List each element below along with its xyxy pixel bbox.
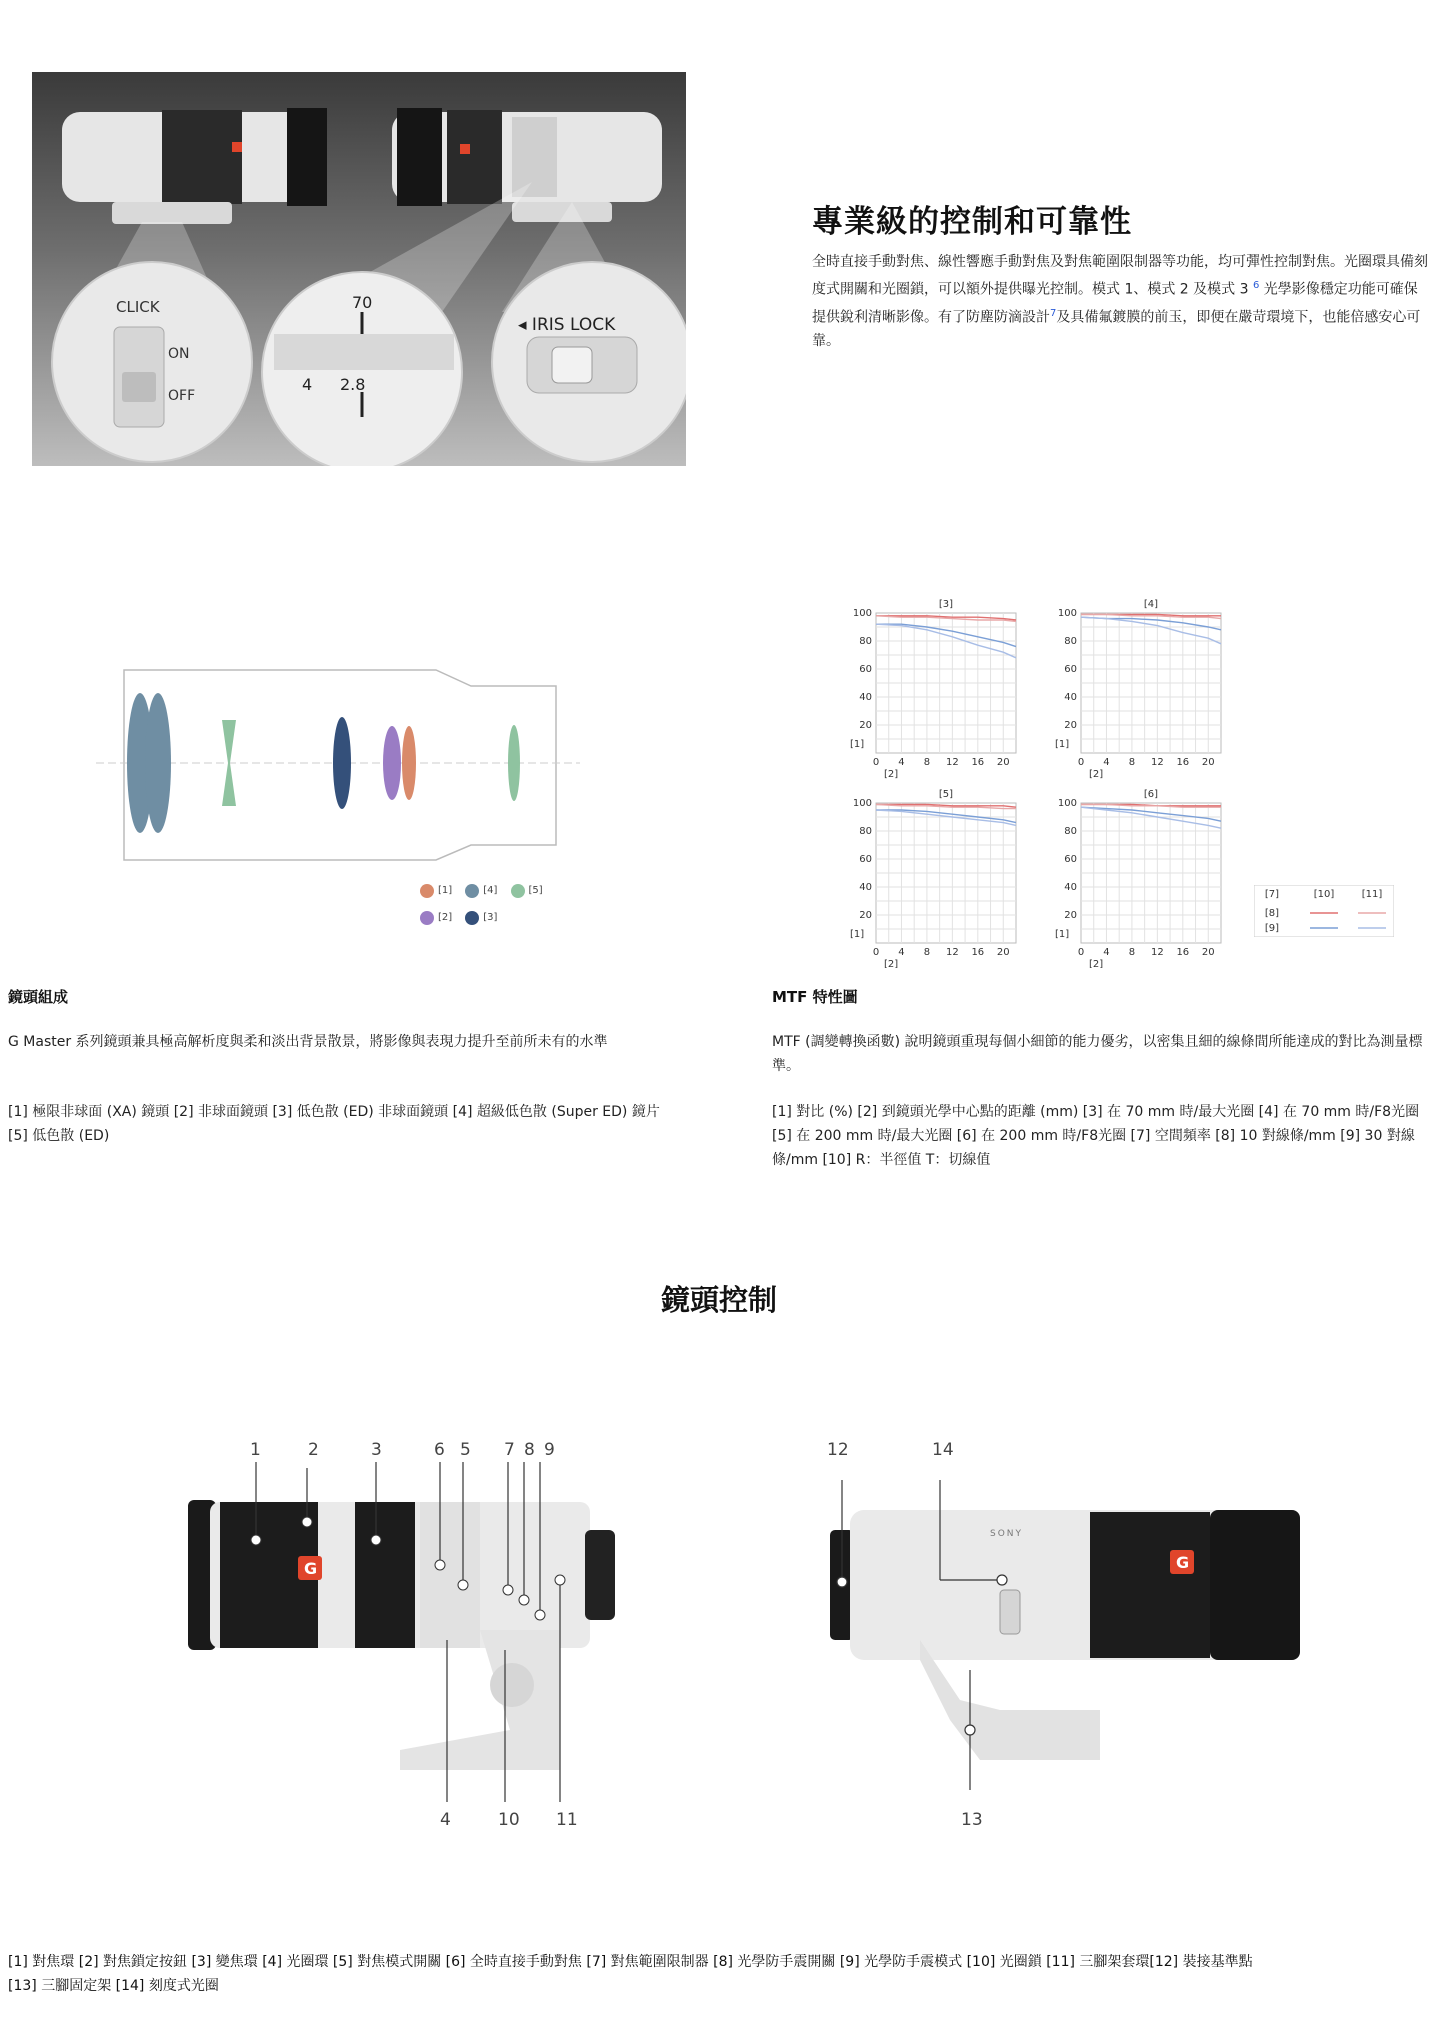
- lens-construction-legend-text: [1] 極限非球面 (XA) 鏡頭 [2] 非球面鏡頭 [3] 低色散 (ED) 非球面鏡頭 [4] 超級低色散 (Super ED) 鏡片 [5] 低色散 (ED): [8, 1104, 660, 1144]
- mtf-x-label: [2]: [884, 959, 899, 968]
- mtf-x-tick: 20: [996, 757, 1010, 768]
- mtf-title: MTF 特性圖: [772, 988, 858, 1006]
- mtf-y-tick: 40: [1064, 882, 1077, 893]
- mtf-chart-title: [3]: [938, 599, 954, 610]
- mtf-x-tick: 16: [1176, 947, 1190, 958]
- mtf-x-label: [2]: [884, 769, 899, 780]
- aperture-28-label: 2.8: [340, 375, 366, 394]
- mtf-y-tick: 20: [1064, 910, 1077, 921]
- mtf-chart-title: [4]: [1143, 599, 1159, 610]
- mtf-x-tick: 16: [971, 947, 985, 958]
- callout-1: 1: [250, 1440, 261, 1460]
- mtf-y-tick: 80: [1064, 826, 1077, 837]
- mtf-x-tick: 20: [996, 947, 1010, 958]
- mtf-x-tick: 4: [1103, 757, 1110, 768]
- mtf-x-tick: 16: [1176, 757, 1190, 768]
- legend-swatch-5: [511, 884, 525, 898]
- legend-swatch-1: [420, 884, 434, 898]
- lens-controls-left-diagram: [180, 1430, 680, 1830]
- mtf-x-tick: 0: [872, 947, 880, 958]
- callout-13: 13: [961, 1810, 983, 1830]
- callout-2: 2: [308, 1440, 319, 1460]
- callout-7: 7: [504, 1440, 515, 1460]
- mtf-x-tick: 0: [1077, 947, 1085, 958]
- mtf-x-tick: 12: [945, 757, 959, 768]
- callout-3: 3: [371, 1440, 382, 1460]
- mtf-x-tick: 16: [971, 757, 985, 768]
- focal-label: 70: [352, 293, 373, 312]
- controls-legend-line-2: [13] 三腳固定架 [14] 刻度式光圈: [8, 1978, 219, 1994]
- mtf-key-header: [7]: [1264, 889, 1280, 900]
- on-label: ON: [168, 346, 190, 362]
- mtf-x-tick: 0: [1077, 757, 1085, 768]
- mtf-x-tick: 8: [923, 947, 931, 958]
- aperture-4-label: 4: [302, 375, 313, 394]
- lens-controls-title: 鏡頭控制: [660, 1283, 777, 1317]
- iris-lock-label: ◂ IRIS LOCK: [518, 315, 616, 335]
- mtf-y-label: [1]: [1055, 929, 1070, 940]
- mtf-x-tick: 4: [1103, 947, 1110, 958]
- mtf-y-tick: 20: [859, 720, 872, 731]
- mtf-x-tick: 8: [1128, 757, 1136, 768]
- mtf-key-row-label: [8]: [1264, 908, 1280, 919]
- mtf-y-tick: 40: [859, 882, 872, 893]
- legend-swatch-4: [465, 884, 479, 898]
- callout-14: 14: [932, 1440, 954, 1460]
- mtf-y-label: [1]: [850, 929, 865, 940]
- mtf-chart-title: [5]: [938, 789, 954, 800]
- callout-5: 5: [460, 1440, 471, 1460]
- mtf-y-tick: 100: [852, 798, 872, 809]
- mtf-y-tick: 40: [1064, 692, 1077, 703]
- legend-swatch-3: [465, 911, 479, 925]
- mtf-y-tick: 40: [859, 692, 872, 703]
- mtf-key-table: [1254, 885, 1394, 941]
- mtf-y-tick: 20: [859, 910, 872, 921]
- callout-10: 10: [498, 1810, 520, 1830]
- right-lens-body: [392, 108, 662, 222]
- mtf-x-label: [2]: [1089, 769, 1104, 780]
- mtf-desc: MTF (調變轉換函數) 說明鏡頭重現每個小細節的能力優劣，以密集且細的線條間所能達成的對比為測量標準。: [772, 1034, 1423, 1074]
- mtf-y-tick: 60: [859, 854, 872, 865]
- mtf-y-label: [1]: [850, 739, 865, 750]
- mtf-x-tick: 4: [898, 757, 905, 768]
- hero-title: 專業級的控制和可靠性: [812, 204, 1132, 240]
- mtf-y-tick: 80: [859, 826, 872, 837]
- mtf-x-tick: 20: [1201, 757, 1215, 768]
- lens-controls-right-diagram: [830, 1470, 1330, 1790]
- mtf-y-tick: 80: [859, 636, 872, 647]
- callout-6: 6: [434, 1440, 445, 1460]
- left-lens-body: [62, 108, 327, 224]
- mtf-x-tick: 12: [1150, 757, 1164, 768]
- click-label: CLICK: [116, 298, 160, 316]
- mtf-y-tick: 20: [1064, 720, 1077, 731]
- mtf-y-tick: 60: [859, 664, 872, 675]
- sony-brand-text: SONY: [990, 1529, 1024, 1539]
- mtf-chart-title: [6]: [1143, 789, 1159, 800]
- lens-element-ed-aspheric: [333, 717, 351, 809]
- hero-lens-illustration: [32, 72, 686, 466]
- mtf-y-label: [1]: [1055, 739, 1070, 750]
- off-label: OFF: [168, 388, 196, 404]
- mtf-key-header: [11]: [1361, 889, 1383, 900]
- mtf-y-tick: 60: [1064, 854, 1077, 865]
- callout-4: 4: [440, 1810, 451, 1830]
- mtf-y-tick: 100: [1057, 798, 1077, 809]
- mtf-x-tick: 0: [872, 757, 880, 768]
- g-badge-left: G: [304, 1559, 318, 1578]
- controls-legend-footer: [8, 1950, 1428, 1998]
- mtf-y-tick: 100: [1057, 608, 1077, 619]
- lens-construction-diagram: [96, 660, 580, 870]
- controls-legend-line-1: [1] 對焦環 [2] 對焦鎖定按鈕 [3] 變焦環 [4] 光圈環 [5] 對焦模式開關 [6] 全時直接手動對焦 [7] 對焦範圍限制器 [8] 光學防手震開關 [9] 光學防手震模式 [10] 光圈鎖 [11] 三腳架套環[12] 裝接基準點: [8, 1954, 1253, 1970]
- mtf-key-header: [10]: [1313, 889, 1335, 900]
- mtf-x-label: [2]: [1089, 959, 1104, 968]
- mtf-y-tick: 80: [1064, 636, 1077, 647]
- callout-11: 11: [556, 1810, 578, 1830]
- mtf-y-tick: 100: [852, 608, 872, 619]
- mtf-x-tick: 20: [1201, 947, 1215, 958]
- lens-element-aspheric: [383, 726, 401, 800]
- mtf-x-tick: 8: [923, 757, 931, 768]
- hero-product-image: [32, 72, 686, 466]
- footnote-7-link[interactable]: 7: [1050, 307, 1057, 319]
- callout-9: 9: [544, 1440, 555, 1460]
- callout-8: 8: [524, 1440, 535, 1460]
- mtf-x-tick: 8: [1128, 947, 1136, 958]
- mtf-legend-text: [1] 對比 (%) [2] 到鏡頭光學中心點的距離 (mm) [3] 在 70 mm 時/最大光圈 [4] 在 70 mm 時/F8光圈 [5] 在 200 mm 時/最大光圈 [6] 在 200 mm 時/F8光圈 [7] 空間頻率 [8] 10 對線條/mm [9] 30 對線條/mm [10] R：半徑值 T：切線值: [772, 1104, 1420, 1168]
- lens-element-xa: [402, 726, 416, 800]
- g-badge-right: G: [1176, 1553, 1190, 1572]
- mtf-y-tick: 60: [1064, 664, 1077, 675]
- lens-construction-title: 鏡頭組成: [8, 988, 69, 1006]
- footnote-6-link[interactable]: 6: [1252, 280, 1260, 291]
- mtf-x-tick: 12: [945, 947, 959, 958]
- legend-swatch-2: [420, 911, 434, 925]
- mtf-x-tick: 12: [1150, 947, 1164, 958]
- mtf-key-row-label: [9]: [1264, 923, 1280, 934]
- lens-construction-desc: G Master 系列鏡頭兼具極高解析度與柔和淡出背景散景，將影像與表現力提升至前所未有的水準: [8, 1034, 608, 1050]
- lens-construction-legend: [1] [4] [5] [2] [3]: [420, 880, 600, 926]
- hero-description: 全時直接手動對焦、線性響應手動對焦及對焦範圍限制器等功能，均可彈性控制對焦。光圈環具備刻度式開關和光圈鎖，可以額外提供曝光控制。模式 1、模式 2 及模式 3 $^6$ 光學影像穩定功能可確保提供銳利清晰影像。有了防塵防滴設計$^7$及具備氟鍍膜的前玉，即便在嚴苛環境下，也能倍感安心可靠。: [812, 254, 1428, 350]
- callout-12: 12: [827, 1440, 849, 1460]
- mtf-x-tick: 4: [898, 947, 905, 958]
